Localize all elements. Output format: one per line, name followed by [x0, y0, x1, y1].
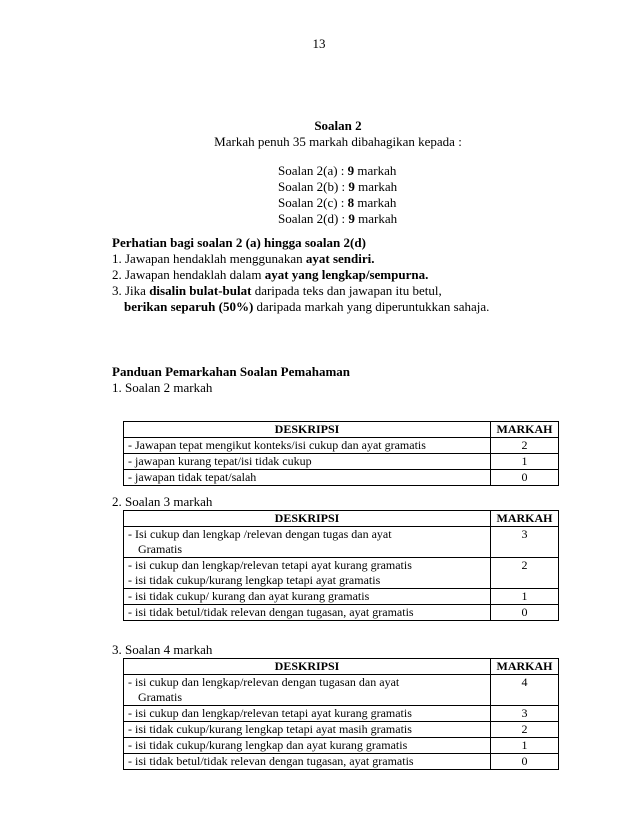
section-3-heading: 3. Soalan 4 markah: [112, 642, 213, 657]
section-subtitle: Markah penuh 35 markah dibahagikan kepada :: [214, 134, 462, 149]
header-deskripsi: DESKRIPSI: [124, 659, 491, 675]
table-row: [124, 675, 559, 706]
rubric-table-2-markah: [123, 421, 559, 486]
table-header-row: [124, 511, 559, 527]
table-row: [124, 738, 559, 754]
table-row: [124, 722, 559, 738]
row-mark: 1: [491, 738, 559, 754]
table-row: [124, 470, 559, 486]
header-deskripsi: DESKRIPSI: [124, 422, 491, 438]
notice-item-1: 1. Jawapan hendaklah menggunakan ayat sendiri.: [112, 251, 375, 266]
table-row: [124, 527, 559, 558]
row-mark: 2: [491, 438, 559, 454]
table-header-row: [124, 422, 559, 438]
allocation-2a: Soalan 2(a) : 9 markah: [278, 163, 397, 178]
row-mark: 3: [491, 527, 559, 558]
table-row: [124, 454, 559, 470]
row-description: - jawapan kurang tepat/isi tidak cukup: [124, 454, 491, 470]
row-mark: 2: [491, 558, 559, 589]
header-markah: MARKAH: [491, 659, 559, 675]
section-2-heading: 2. Soalan 3 markah: [112, 494, 213, 509]
notice-block: [112, 235, 592, 315]
rubric-table-3-markah: [123, 510, 559, 621]
table-row: [124, 706, 559, 722]
row-mark: 1: [491, 589, 559, 605]
allocation-2d: Soalan 2(d) : 9 markah: [278, 211, 398, 226]
row-description: - isi tidak cukup/kurang lengkap tetapi ayat masih gramatis: [124, 722, 491, 738]
notice-item-3-continued: berikan separuh (50%) daripada markah yang diperuntukkan sahaja.: [124, 299, 490, 314]
row-mark: 2: [491, 722, 559, 738]
row-mark: 0: [491, 605, 559, 621]
guide-title: Panduan Pemarkahan Soalan Pemahaman: [112, 364, 351, 379]
table-row: [124, 438, 559, 454]
header-markah: MARKAH: [491, 511, 559, 527]
row-mark: 4: [491, 675, 559, 706]
rubric-table-4-markah: [123, 658, 559, 770]
notice-item-2: 2. Jawapan hendaklah dalam ayat yang lengkap/sempurna.: [112, 267, 429, 282]
mark-allocation-list: [278, 163, 397, 227]
row-mark: 1: [491, 454, 559, 470]
notice-item-3: 3. Jika disalin bulat-bulat daripada teks dan jawapan itu betul,: [112, 283, 442, 298]
table-header-row: [124, 659, 559, 675]
row-description: - Jawapan tepat mengikut konteks/isi cukup dan ayat gramatis: [124, 438, 491, 454]
row-mark: 0: [491, 470, 559, 486]
row-description: - isi tidak betul/tidak relevan dengan tugasan, ayat gramatis: [124, 754, 491, 770]
table-row: [124, 754, 559, 770]
row-description: - isi tidak cukup/ kurang dan ayat kurang gramatis: [124, 589, 491, 605]
row-description: - Isi cukup dan lengkap /relevan dengan tugas dan ayat Gramatis: [124, 527, 491, 558]
row-description: - isi tidak betul/tidak relevan dengan tugasan, ayat gramatis: [124, 605, 491, 621]
row-description: - isi cukup dan lengkap/relevan dengan tugasan dan ayat Gramatis: [124, 675, 491, 706]
row-description: - isi cukup dan lengkap/relevan tetapi ayat kurang gramatis - isi tidak cukup/kurang lengkap tetapi ayat gramatis: [124, 558, 491, 589]
table-row: [124, 605, 559, 621]
row-mark: 3: [491, 706, 559, 722]
section-1-heading: 1. Soalan 2 markah: [112, 380, 213, 395]
page-number: 13: [312, 36, 326, 51]
allocation-2b: Soalan 2(b) : 9 markah: [278, 179, 398, 194]
row-description: - isi cukup dan lengkap/relevan tetapi ayat kurang gramatis: [124, 706, 491, 722]
row-mark: 0: [491, 754, 559, 770]
notice-title: Perhatian bagi soalan 2 (a) hingga soalan 2(d): [112, 235, 366, 250]
header-markah: MARKAH: [491, 422, 559, 438]
section-title: Soalan 2: [314, 118, 362, 133]
header-deskripsi: DESKRIPSI: [124, 511, 491, 527]
row-description: - isi tidak cukup/kurang lengkap dan ayat kurang gramatis: [124, 738, 491, 754]
allocation-2c: Soalan 2(c) : 8 markah: [278, 195, 397, 210]
table-row: [124, 589, 559, 605]
table-row: [124, 558, 559, 589]
row-description: - jawapan tidak tepat/salah: [124, 470, 491, 486]
